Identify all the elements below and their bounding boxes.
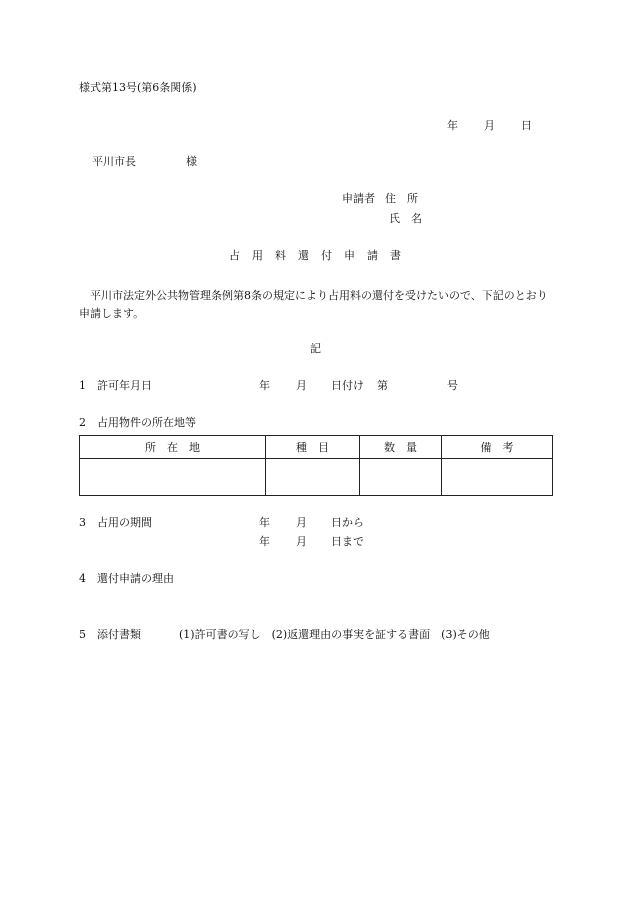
applicant-address-line xyxy=(342,192,418,206)
item-number: 4 xyxy=(79,572,86,585)
period-end-month: 月 xyxy=(296,535,307,548)
period-start-year: 年 xyxy=(259,516,270,529)
item-number: 1 xyxy=(79,379,86,392)
document-title: 占用料還付申請書 xyxy=(229,249,413,262)
table-row xyxy=(80,459,553,496)
permit-day-label: 日付け xyxy=(331,379,364,392)
column-header-type: 種 目 xyxy=(266,436,360,459)
column-header-quantity: 数 量 xyxy=(360,436,442,459)
period-end-day: 日まで xyxy=(331,535,364,548)
date-day-label: 日 xyxy=(521,119,532,132)
attachments-list: (1)許可書の写し (2)返還理由の事実を証する書面 (3)その他 xyxy=(179,628,490,641)
ki-heading: 記 xyxy=(310,342,321,355)
table-cell-remarks[interactable] xyxy=(442,459,553,496)
table-cell-type[interactable] xyxy=(266,459,360,496)
location-table xyxy=(79,435,553,496)
period-end-year: 年 xyxy=(259,535,270,548)
applicant-name-label: 氏 名 xyxy=(389,212,422,225)
applicant-name-line xyxy=(389,212,422,226)
item-number: 5 xyxy=(79,628,86,641)
item-label: 許可年月日 xyxy=(97,379,152,392)
item-permit-date xyxy=(79,379,152,393)
item-attachments xyxy=(79,628,141,642)
item-period xyxy=(79,516,152,530)
column-header-location: 所 在 地 xyxy=(80,436,266,459)
period-start-day: 日から xyxy=(331,516,364,529)
addressee-name: 平川市長 xyxy=(92,155,136,168)
addressee-honorific: 様 xyxy=(186,155,197,168)
period-start-month: 月 xyxy=(296,516,307,529)
permit-dai-label: 第 xyxy=(377,379,388,392)
addressee xyxy=(92,155,197,169)
item-label: 占用物件の所在地等 xyxy=(97,416,196,429)
body-text: 平川市法定外公共物管理条例第8条の規定により占用料の還付を受けたいので、下記のとおり申請します。 xyxy=(79,289,548,320)
applicant-address-label: 住 所 xyxy=(385,192,418,205)
permit-gou-label: 号 xyxy=(447,379,458,392)
item-refund-reason xyxy=(79,572,174,586)
date-month-label: 月 xyxy=(484,119,495,132)
item-label: 添付書類 xyxy=(97,628,141,641)
item-number: 3 xyxy=(79,516,86,529)
table-cell-location[interactable] xyxy=(80,459,266,496)
item-number: 2 xyxy=(79,416,86,429)
table-header-row xyxy=(80,436,553,459)
applicant-label: 申請者 xyxy=(342,192,375,205)
item-location xyxy=(79,416,196,430)
date-line xyxy=(447,119,532,133)
item-label: 占用の期間 xyxy=(97,516,152,529)
item-label: 還付申請の理由 xyxy=(97,572,174,585)
date-year-label: 年 xyxy=(447,119,458,132)
permit-year-label: 年 xyxy=(259,379,270,392)
table-cell-quantity[interactable] xyxy=(360,459,442,496)
column-header-remarks: 備 考 xyxy=(442,436,553,459)
permit-month-label: 月 xyxy=(296,379,307,392)
form-number: 様式第13号(第6条関係) xyxy=(79,81,197,94)
